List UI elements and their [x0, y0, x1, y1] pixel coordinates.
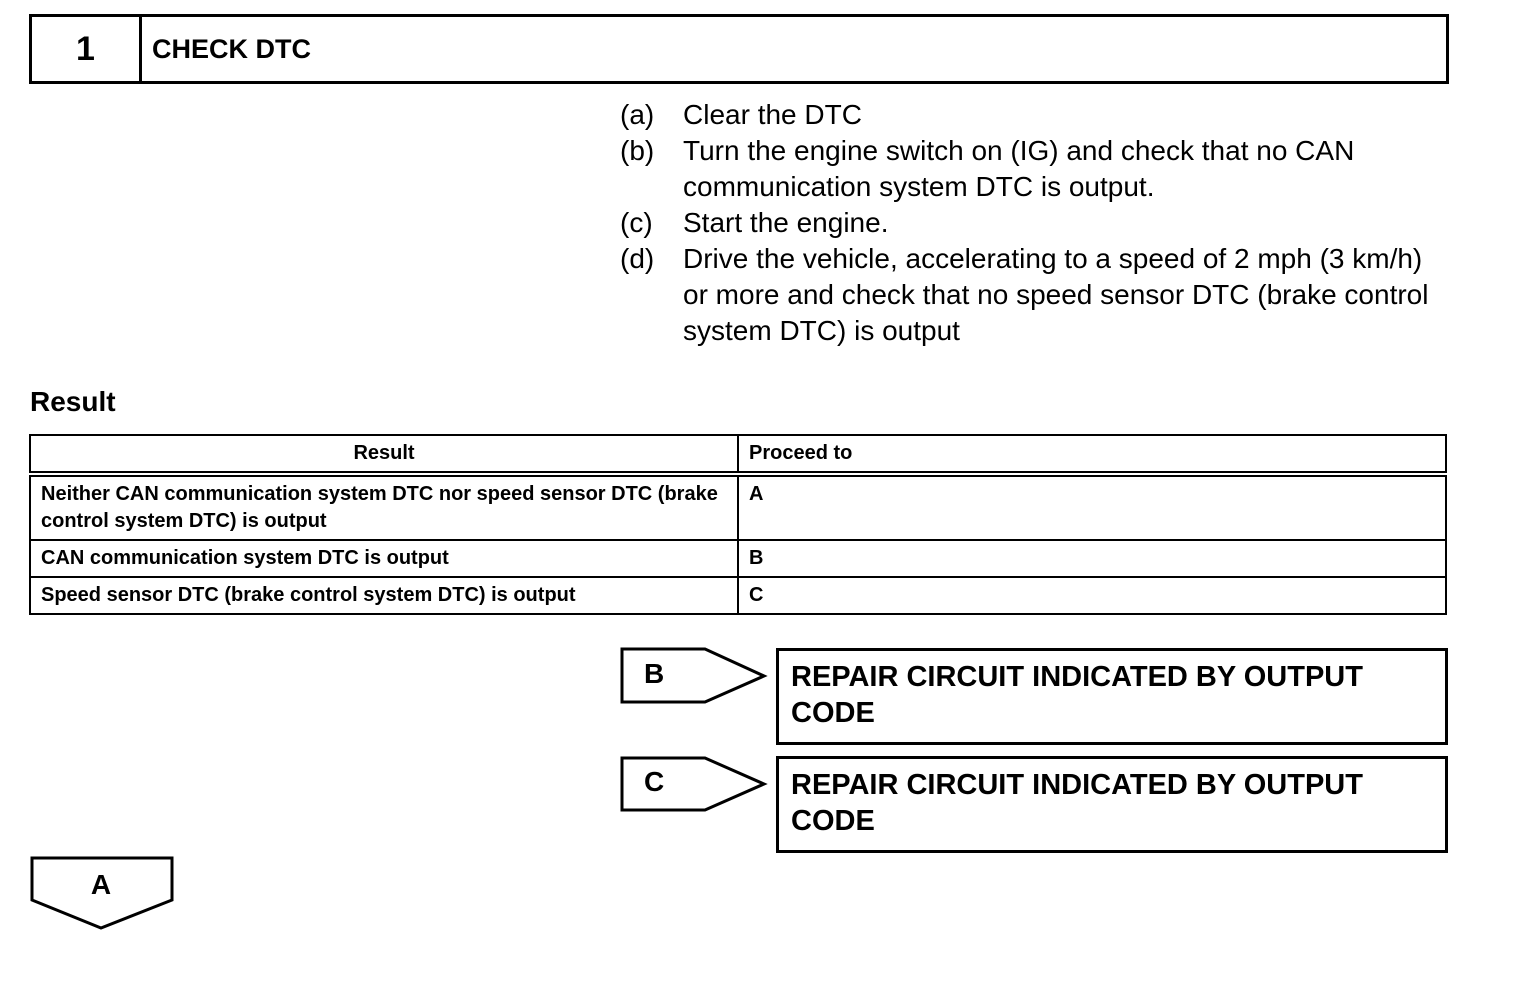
table-row — [30, 474, 1446, 540]
table-cell-result: Neither CAN communication system DTC nor speed sensor DTC (brake control system DTC) is output — [30, 474, 738, 540]
result-heading: Result — [30, 386, 116, 417]
arrow-tag-icon — [620, 646, 770, 706]
continue-tag-label: A — [90, 869, 112, 900]
table-cell-result: CAN communication system DTC is output — [30, 540, 738, 577]
step-header — [29, 14, 1449, 84]
table-header-result: Result — [30, 435, 738, 474]
instruction-item — [620, 97, 1450, 133]
branch-tag-label: C — [644, 766, 665, 797]
continue-tag-a — [30, 856, 176, 932]
instruction-label: (b) — [620, 135, 655, 166]
table-cell-proceed: A — [738, 474, 1446, 540]
instruction-label: (c) — [620, 207, 653, 238]
table-header-proceed: Proceed to — [738, 435, 1446, 474]
table-row — [30, 577, 1446, 614]
instruction-text: Clear the DTC — [683, 99, 862, 130]
branch-tag-b — [620, 646, 770, 706]
arrow-tag-icon — [620, 755, 770, 815]
branch-tag-c — [620, 755, 770, 815]
instruction-label: (a) — [620, 99, 655, 130]
instruction-item — [620, 205, 1450, 241]
instruction-text: Drive the vehicle, accelerating to a speed of 2 mph (3 km/h) or more and check that no speed sensor DTC (brake control system DTC) is output — [683, 243, 1429, 346]
instruction-list — [620, 97, 1450, 349]
branch-tag-label: B — [644, 658, 665, 689]
table-header-row — [30, 435, 1446, 474]
table-cell-result: Speed sensor DTC (brake control system DTC) is output — [30, 577, 738, 614]
instruction-text: Start the engine. — [683, 207, 889, 238]
table-cell-proceed: C — [738, 577, 1446, 614]
result-table — [29, 434, 1447, 615]
table-cell-proceed: B — [738, 540, 1446, 577]
action-box-b: REPAIR CIRCUIT INDICATED BY OUTPUT CODE — [776, 648, 1448, 745]
step-number: 1 — [32, 17, 142, 81]
instruction-item — [620, 241, 1450, 349]
step-title: CHECK DTC — [152, 33, 311, 64]
instruction-label: (d) — [620, 243, 655, 274]
instruction-item — [620, 133, 1450, 205]
instruction-text: Turn the engine switch on (IG) and check that no CAN communication system DTC is output. — [683, 135, 1355, 202]
action-box-c: REPAIR CIRCUIT INDICATED BY OUTPUT CODE — [776, 756, 1448, 853]
table-row — [30, 540, 1446, 577]
